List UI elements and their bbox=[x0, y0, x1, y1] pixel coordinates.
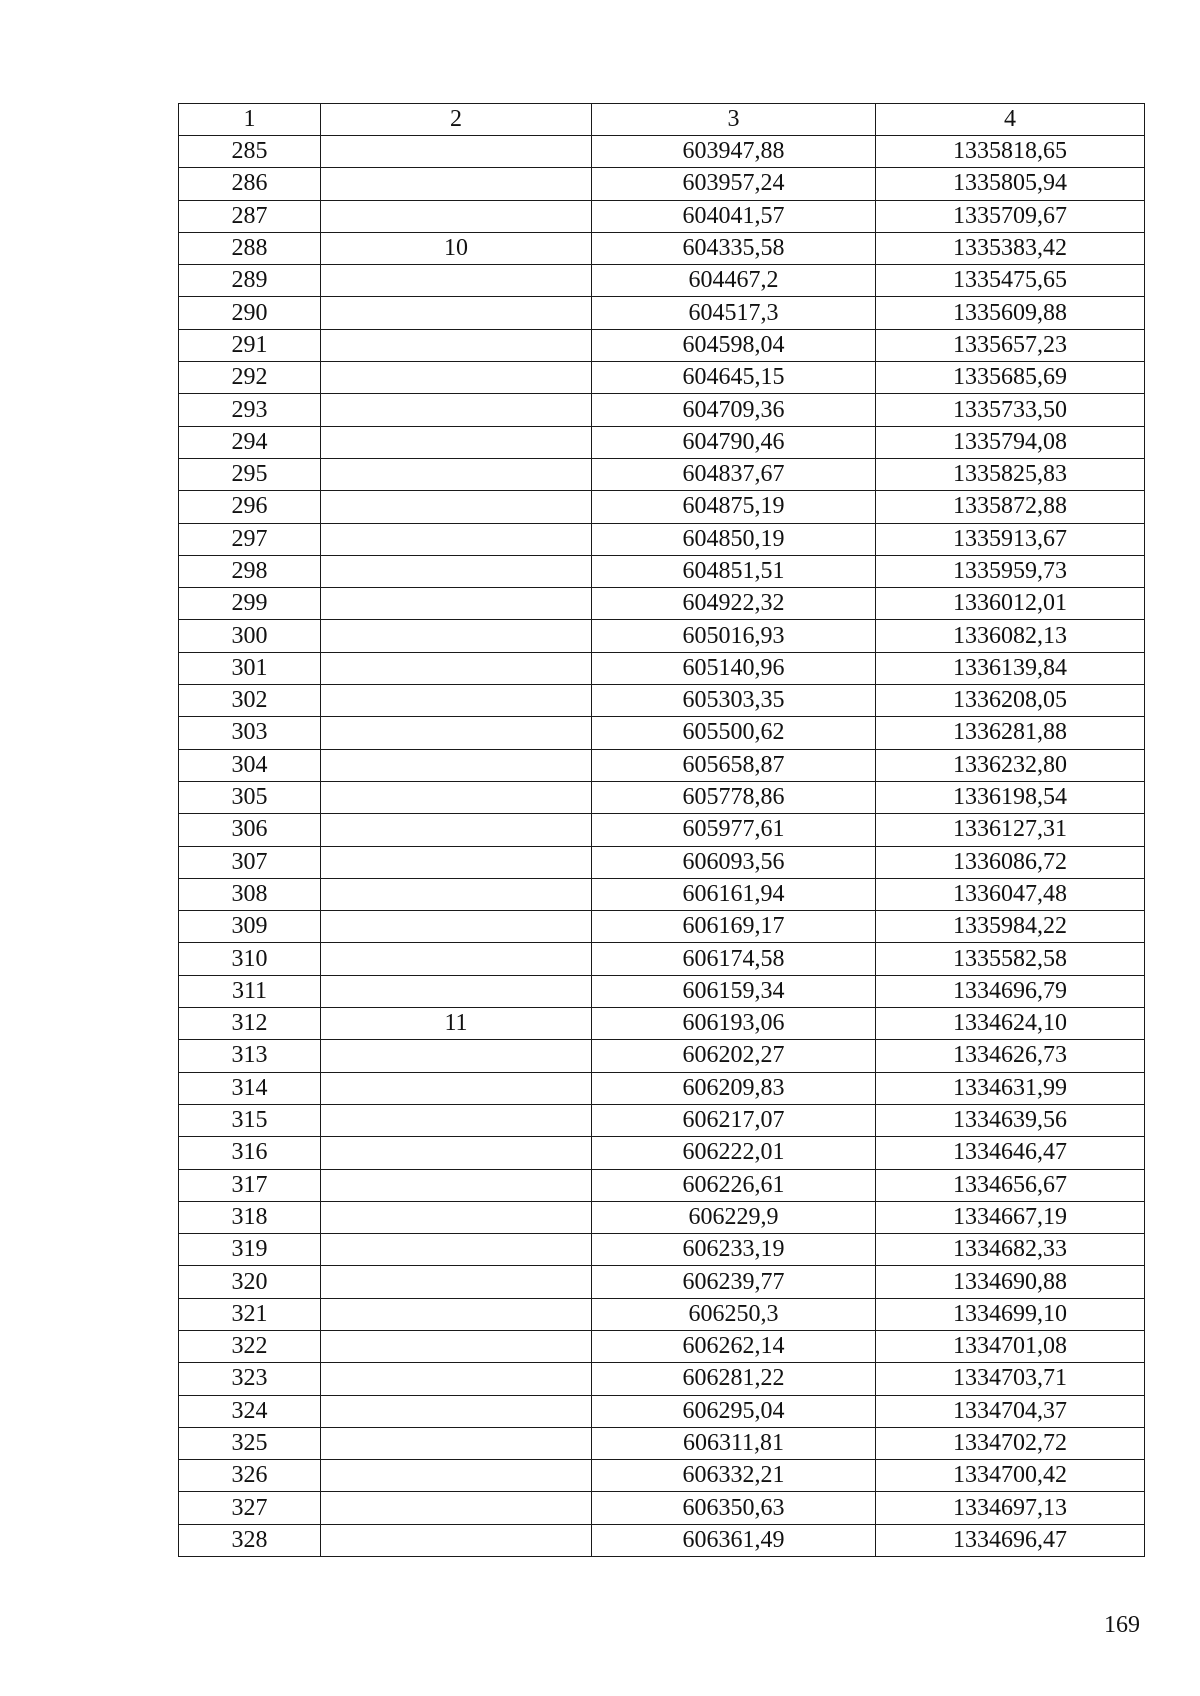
x-coordinate-cell: 606281,22 bbox=[592, 1363, 876, 1395]
section-cell bbox=[321, 1201, 592, 1233]
x-coordinate-cell: 606229,9 bbox=[592, 1201, 876, 1233]
x-coordinate-cell: 606361,49 bbox=[592, 1524, 876, 1556]
point-number-cell: 286 bbox=[179, 168, 321, 200]
table-row bbox=[179, 329, 1145, 361]
point-number-cell: 306 bbox=[179, 814, 321, 846]
y-coordinate-cell: 1335609,88 bbox=[876, 297, 1145, 329]
section-cell bbox=[321, 168, 592, 200]
table-row bbox=[179, 911, 1145, 943]
table-row bbox=[179, 265, 1145, 297]
section-cell: 11 bbox=[321, 1008, 592, 1040]
x-coordinate-cell: 604598,04 bbox=[592, 329, 876, 361]
y-coordinate-cell: 1334626,73 bbox=[876, 1040, 1145, 1072]
point-number-cell: 300 bbox=[179, 620, 321, 652]
point-number-cell: 302 bbox=[179, 685, 321, 717]
point-number-cell: 324 bbox=[179, 1395, 321, 1427]
table-row bbox=[179, 749, 1145, 781]
point-number-cell: 313 bbox=[179, 1040, 321, 1072]
point-number-cell: 287 bbox=[179, 200, 321, 232]
point-number-cell: 307 bbox=[179, 846, 321, 878]
y-coordinate-cell: 1335383,42 bbox=[876, 232, 1145, 264]
section-cell bbox=[321, 588, 592, 620]
section-cell bbox=[321, 1169, 592, 1201]
y-coordinate-cell: 1334631,99 bbox=[876, 1072, 1145, 1104]
section-cell bbox=[321, 1427, 592, 1459]
point-number-cell: 289 bbox=[179, 265, 321, 297]
section-cell bbox=[321, 685, 592, 717]
y-coordinate-cell: 1334639,56 bbox=[876, 1104, 1145, 1136]
y-coordinate-cell: 1336232,80 bbox=[876, 749, 1145, 781]
table-row bbox=[179, 168, 1145, 200]
point-number-cell: 319 bbox=[179, 1234, 321, 1266]
x-coordinate-cell: 605500,62 bbox=[592, 717, 876, 749]
y-coordinate-cell: 1335913,67 bbox=[876, 523, 1145, 555]
table-row bbox=[179, 975, 1145, 1007]
column-header-2: 2 bbox=[321, 104, 592, 136]
table-row bbox=[179, 523, 1145, 555]
table-row bbox=[179, 458, 1145, 490]
table-header bbox=[179, 104, 1145, 136]
section-cell bbox=[321, 458, 592, 490]
y-coordinate-cell: 1335794,08 bbox=[876, 426, 1145, 458]
table-row bbox=[179, 232, 1145, 264]
table-row bbox=[179, 652, 1145, 684]
y-coordinate-cell: 1336127,31 bbox=[876, 814, 1145, 846]
x-coordinate-cell: 604790,46 bbox=[592, 426, 876, 458]
section-cell bbox=[321, 717, 592, 749]
table-row bbox=[179, 1266, 1145, 1298]
section-cell bbox=[321, 1234, 592, 1266]
y-coordinate-cell: 1334646,47 bbox=[876, 1137, 1145, 1169]
coordinates-table bbox=[178, 103, 1145, 1557]
x-coordinate-cell: 606209,83 bbox=[592, 1072, 876, 1104]
y-coordinate-cell: 1336086,72 bbox=[876, 846, 1145, 878]
table-row bbox=[179, 1169, 1145, 1201]
y-coordinate-cell: 1334696,79 bbox=[876, 975, 1145, 1007]
table-row bbox=[179, 426, 1145, 458]
y-coordinate-cell: 1334696,47 bbox=[876, 1524, 1145, 1556]
y-coordinate-cell: 1336208,05 bbox=[876, 685, 1145, 717]
x-coordinate-cell: 606217,07 bbox=[592, 1104, 876, 1136]
table-row bbox=[179, 1427, 1145, 1459]
x-coordinate-cell: 605016,93 bbox=[592, 620, 876, 652]
section-cell bbox=[321, 878, 592, 910]
table-row bbox=[179, 943, 1145, 975]
section-cell bbox=[321, 329, 592, 361]
x-coordinate-cell: 604335,58 bbox=[592, 232, 876, 264]
point-number-cell: 327 bbox=[179, 1492, 321, 1524]
point-number-cell: 315 bbox=[179, 1104, 321, 1136]
point-number-cell: 310 bbox=[179, 943, 321, 975]
table-row bbox=[179, 685, 1145, 717]
table-row bbox=[179, 1137, 1145, 1169]
section-cell bbox=[321, 1298, 592, 1330]
x-coordinate-cell: 604922,32 bbox=[592, 588, 876, 620]
section-cell bbox=[321, 1137, 592, 1169]
point-number-cell: 293 bbox=[179, 394, 321, 426]
y-coordinate-cell: 1335685,69 bbox=[876, 362, 1145, 394]
table-body bbox=[179, 136, 1145, 1557]
section-cell bbox=[321, 1492, 592, 1524]
table-row bbox=[179, 1460, 1145, 1492]
x-coordinate-cell: 606262,14 bbox=[592, 1330, 876, 1362]
y-coordinate-cell: 1335818,65 bbox=[876, 136, 1145, 168]
x-coordinate-cell: 604645,15 bbox=[592, 362, 876, 394]
point-number-cell: 321 bbox=[179, 1298, 321, 1330]
section-cell bbox=[321, 814, 592, 846]
x-coordinate-cell: 605658,87 bbox=[592, 749, 876, 781]
point-number-cell: 320 bbox=[179, 1266, 321, 1298]
x-coordinate-cell: 606239,77 bbox=[592, 1266, 876, 1298]
section-cell bbox=[321, 1040, 592, 1072]
y-coordinate-cell: 1335825,83 bbox=[876, 458, 1145, 490]
point-number-cell: 290 bbox=[179, 297, 321, 329]
y-coordinate-cell: 1336281,88 bbox=[876, 717, 1145, 749]
x-coordinate-cell: 606202,27 bbox=[592, 1040, 876, 1072]
page-number: 169 bbox=[1104, 1612, 1140, 1638]
x-coordinate-cell: 606332,21 bbox=[592, 1460, 876, 1492]
table-row bbox=[179, 1363, 1145, 1395]
x-coordinate-cell: 605977,61 bbox=[592, 814, 876, 846]
y-coordinate-cell: 1334697,13 bbox=[876, 1492, 1145, 1524]
table-row bbox=[179, 394, 1145, 426]
y-coordinate-cell: 1334703,71 bbox=[876, 1363, 1145, 1395]
table-row bbox=[179, 297, 1145, 329]
section-cell bbox=[321, 362, 592, 394]
x-coordinate-cell: 604851,51 bbox=[592, 555, 876, 587]
point-number-cell: 298 bbox=[179, 555, 321, 587]
table-row bbox=[179, 1395, 1145, 1427]
point-number-cell: 285 bbox=[179, 136, 321, 168]
x-coordinate-cell: 605778,86 bbox=[592, 781, 876, 813]
table-row bbox=[179, 846, 1145, 878]
x-coordinate-cell: 603957,24 bbox=[592, 168, 876, 200]
x-coordinate-cell: 606222,01 bbox=[592, 1137, 876, 1169]
x-coordinate-cell: 604467,2 bbox=[592, 265, 876, 297]
point-number-cell: 328 bbox=[179, 1524, 321, 1556]
table-row bbox=[179, 588, 1145, 620]
section-cell bbox=[321, 491, 592, 523]
x-coordinate-cell: 604517,3 bbox=[592, 297, 876, 329]
table-row bbox=[179, 1298, 1145, 1330]
point-number-cell: 305 bbox=[179, 781, 321, 813]
section-cell bbox=[321, 943, 592, 975]
point-number-cell: 309 bbox=[179, 911, 321, 943]
section-cell bbox=[321, 1460, 592, 1492]
y-coordinate-cell: 1336198,54 bbox=[876, 781, 1145, 813]
x-coordinate-cell: 606093,56 bbox=[592, 846, 876, 878]
x-coordinate-cell: 606159,34 bbox=[592, 975, 876, 1007]
y-coordinate-cell: 1336012,01 bbox=[876, 588, 1145, 620]
y-coordinate-cell: 1335582,58 bbox=[876, 943, 1145, 975]
section-cell bbox=[321, 846, 592, 878]
section-cell bbox=[321, 1524, 592, 1556]
table-row bbox=[179, 491, 1145, 523]
table-row bbox=[179, 200, 1145, 232]
point-number-cell: 312 bbox=[179, 1008, 321, 1040]
section-cell bbox=[321, 781, 592, 813]
y-coordinate-cell: 1335657,23 bbox=[876, 329, 1145, 361]
point-number-cell: 318 bbox=[179, 1201, 321, 1233]
point-number-cell: 325 bbox=[179, 1427, 321, 1459]
point-number-cell: 322 bbox=[179, 1330, 321, 1362]
column-header-4: 4 bbox=[876, 104, 1145, 136]
section-cell bbox=[321, 1104, 592, 1136]
x-coordinate-cell: 603947,88 bbox=[592, 136, 876, 168]
section-cell: 10 bbox=[321, 232, 592, 264]
point-number-cell: 314 bbox=[179, 1072, 321, 1104]
section-cell bbox=[321, 1072, 592, 1104]
y-coordinate-cell: 1334700,42 bbox=[876, 1460, 1145, 1492]
table-row bbox=[179, 362, 1145, 394]
y-coordinate-cell: 1334667,19 bbox=[876, 1201, 1145, 1233]
section-cell bbox=[321, 200, 592, 232]
y-coordinate-cell: 1334702,72 bbox=[876, 1427, 1145, 1459]
point-number-cell: 296 bbox=[179, 491, 321, 523]
y-coordinate-cell: 1335805,94 bbox=[876, 168, 1145, 200]
column-header-3: 3 bbox=[592, 104, 876, 136]
point-number-cell: 288 bbox=[179, 232, 321, 264]
x-coordinate-cell: 606226,61 bbox=[592, 1169, 876, 1201]
y-coordinate-cell: 1335475,65 bbox=[876, 265, 1145, 297]
x-coordinate-cell: 606193,06 bbox=[592, 1008, 876, 1040]
x-coordinate-cell: 604709,36 bbox=[592, 394, 876, 426]
section-cell bbox=[321, 136, 592, 168]
point-number-cell: 326 bbox=[179, 1460, 321, 1492]
table-row bbox=[179, 717, 1145, 749]
section-cell bbox=[321, 265, 592, 297]
section-cell bbox=[321, 652, 592, 684]
point-number-cell: 292 bbox=[179, 362, 321, 394]
y-coordinate-cell: 1335872,88 bbox=[876, 491, 1145, 523]
x-coordinate-cell: 606169,17 bbox=[592, 911, 876, 943]
y-coordinate-cell: 1336139,84 bbox=[876, 652, 1145, 684]
section-cell bbox=[321, 911, 592, 943]
table-row bbox=[179, 1072, 1145, 1104]
x-coordinate-cell: 606311,81 bbox=[592, 1427, 876, 1459]
x-coordinate-cell: 606174,58 bbox=[592, 943, 876, 975]
y-coordinate-cell: 1336047,48 bbox=[876, 878, 1145, 910]
table-row bbox=[179, 1330, 1145, 1362]
section-cell bbox=[321, 426, 592, 458]
point-number-cell: 308 bbox=[179, 878, 321, 910]
table-row bbox=[179, 1234, 1145, 1266]
table-row bbox=[179, 1104, 1145, 1136]
header-row bbox=[179, 104, 1145, 136]
section-cell bbox=[321, 555, 592, 587]
y-coordinate-cell: 1336082,13 bbox=[876, 620, 1145, 652]
table-row bbox=[179, 878, 1145, 910]
table-row bbox=[179, 814, 1145, 846]
y-coordinate-cell: 1334690,88 bbox=[876, 1266, 1145, 1298]
point-number-cell: 301 bbox=[179, 652, 321, 684]
y-coordinate-cell: 1335984,22 bbox=[876, 911, 1145, 943]
point-number-cell: 294 bbox=[179, 426, 321, 458]
table-row bbox=[179, 136, 1145, 168]
x-coordinate-cell: 604850,19 bbox=[592, 523, 876, 555]
section-cell bbox=[321, 523, 592, 555]
y-coordinate-cell: 1334656,67 bbox=[876, 1169, 1145, 1201]
table-row bbox=[179, 1008, 1145, 1040]
y-coordinate-cell: 1335959,73 bbox=[876, 555, 1145, 587]
point-number-cell: 304 bbox=[179, 749, 321, 781]
y-coordinate-cell: 1334624,10 bbox=[876, 1008, 1145, 1040]
table-row bbox=[179, 555, 1145, 587]
point-number-cell: 316 bbox=[179, 1137, 321, 1169]
x-coordinate-cell: 605303,35 bbox=[592, 685, 876, 717]
table-row bbox=[179, 1201, 1145, 1233]
section-cell bbox=[321, 394, 592, 426]
x-coordinate-cell: 604837,67 bbox=[592, 458, 876, 490]
column-header-1: 1 bbox=[179, 104, 321, 136]
table-row bbox=[179, 1492, 1145, 1524]
section-cell bbox=[321, 297, 592, 329]
point-number-cell: 303 bbox=[179, 717, 321, 749]
point-number-cell: 297 bbox=[179, 523, 321, 555]
point-number-cell: 323 bbox=[179, 1363, 321, 1395]
x-coordinate-cell: 606350,63 bbox=[592, 1492, 876, 1524]
x-coordinate-cell: 606250,3 bbox=[592, 1298, 876, 1330]
section-cell bbox=[321, 620, 592, 652]
y-coordinate-cell: 1334682,33 bbox=[876, 1234, 1145, 1266]
x-coordinate-cell: 606161,94 bbox=[592, 878, 876, 910]
point-number-cell: 291 bbox=[179, 329, 321, 361]
section-cell bbox=[321, 1395, 592, 1427]
point-number-cell: 299 bbox=[179, 588, 321, 620]
table-row bbox=[179, 781, 1145, 813]
point-number-cell: 295 bbox=[179, 458, 321, 490]
table-row bbox=[179, 1524, 1145, 1556]
y-coordinate-cell: 1335733,50 bbox=[876, 394, 1145, 426]
section-cell bbox=[321, 1266, 592, 1298]
x-coordinate-cell: 604041,57 bbox=[592, 200, 876, 232]
x-coordinate-cell: 605140,96 bbox=[592, 652, 876, 684]
table-row bbox=[179, 620, 1145, 652]
y-coordinate-cell: 1334701,08 bbox=[876, 1330, 1145, 1362]
section-cell bbox=[321, 1363, 592, 1395]
x-coordinate-cell: 606295,04 bbox=[592, 1395, 876, 1427]
y-coordinate-cell: 1335709,67 bbox=[876, 200, 1145, 232]
y-coordinate-cell: 1334699,10 bbox=[876, 1298, 1145, 1330]
section-cell bbox=[321, 749, 592, 781]
section-cell bbox=[321, 975, 592, 1007]
section-cell bbox=[321, 1330, 592, 1362]
table-row bbox=[179, 1040, 1145, 1072]
x-coordinate-cell: 604875,19 bbox=[592, 491, 876, 523]
point-number-cell: 317 bbox=[179, 1169, 321, 1201]
y-coordinate-cell: 1334704,37 bbox=[876, 1395, 1145, 1427]
point-number-cell: 311 bbox=[179, 975, 321, 1007]
x-coordinate-cell: 606233,19 bbox=[592, 1234, 876, 1266]
